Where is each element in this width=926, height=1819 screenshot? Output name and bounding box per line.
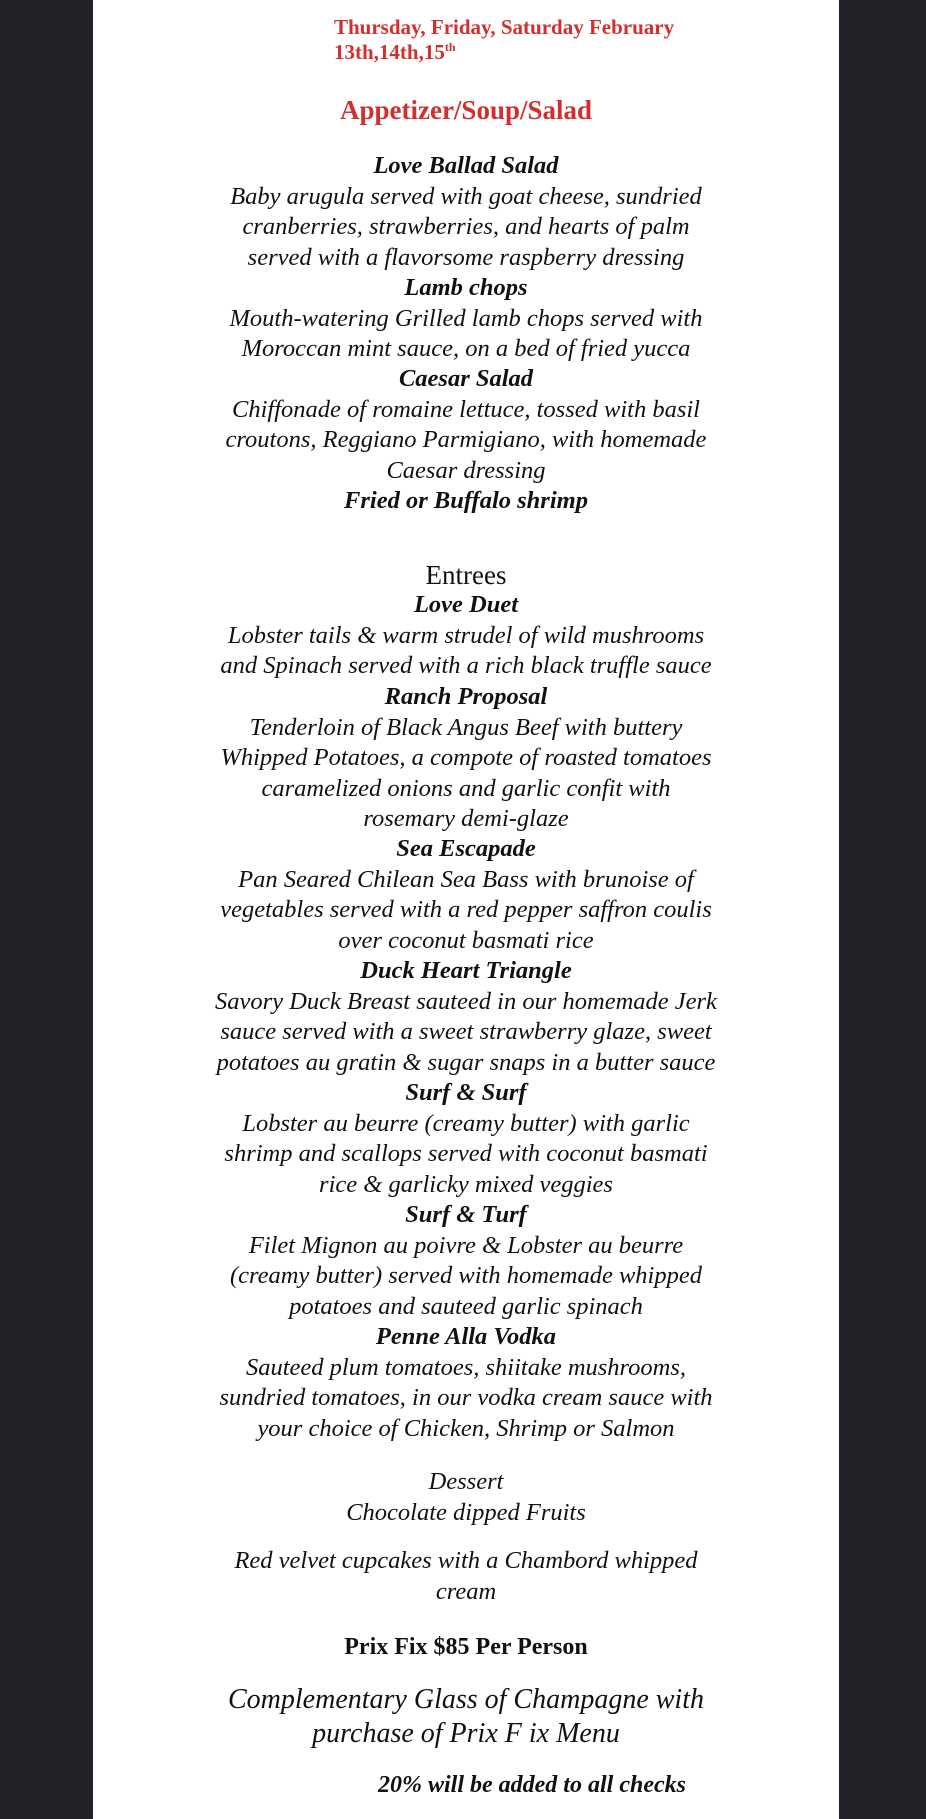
entree-item-name: Sea Escapade: [396, 835, 536, 862]
appetizer-item-desc-line: Chiffonade of romaine lettuce, tossed with basil: [232, 395, 700, 423]
appetizer-item: [93, 151, 839, 273]
entree-item: [93, 834, 839, 956]
entree-item-desc-line: potatoes au gratin & sugar snaps in a butter sauce: [216, 1048, 716, 1076]
appetizer-item-desc-line: Caesar dressing: [386, 456, 546, 484]
event-dates-suffix: th: [444, 40, 456, 54]
entree-item-desc-line: Lobster tails & warm strudel of wild mushrooms: [227, 621, 705, 649]
entree-item-desc-line: Whipped Potatoes, a compote of roasted tomatoes: [220, 744, 712, 771]
menu-page: [93, 0, 839, 1819]
entree-item: [93, 1322, 839, 1444]
event-dates-days: 13th,14th,15: [334, 40, 445, 64]
event-dates: [334, 15, 794, 65]
entree-item-name: Surf & Turf: [405, 1201, 527, 1228]
entree-item-desc-line: rice & garlicky mixed veggies: [319, 1170, 613, 1198]
entree-item: [93, 590, 839, 682]
entree-item-desc-line: and Spinach served with a rich black truffle sauce: [220, 652, 712, 679]
entree-item-desc-line: over coconut basmati rice: [338, 926, 594, 954]
appetizer-item-name: Love Ballad Salad: [373, 152, 559, 179]
entree-item-desc-line: Tenderloin of Black Angus Beef with buttery: [249, 713, 683, 741]
entree-item-desc-line: shrimp and scallops served with coconut basmati: [224, 1140, 708, 1167]
entree-item: [93, 682, 839, 835]
entree-item-desc-line: potatoes and sauteed garlic spinach: [289, 1292, 643, 1320]
appetizer-item-desc-line: served with a flavorsome raspberry dressing: [247, 243, 685, 271]
appetizer-item-desc-line: croutons, Reggiano Parmigiano, with homemade: [225, 426, 707, 453]
appetizer-section-title: Appetizer/Soup/Salad: [339, 95, 593, 125]
appetizer-item: [93, 364, 839, 486]
entree-item-desc-line: rosemary demi-glaze: [363, 805, 569, 832]
entree-item-desc-line: your choice of Chicken, Shrimp or Salmon: [257, 1414, 675, 1442]
dessert-item-cupcakes: [93, 1546, 839, 1607]
champagne-offer-line: purchase of Prix F ix Menu: [312, 1718, 620, 1749]
entree-item-desc-line: Savory Duck Breast sauteed in our homemade Jerk: [215, 987, 717, 1015]
appetizer-item: [93, 273, 839, 365]
entree-item-desc-line: Lobster au beurre (creamy butter) with garlic: [242, 1109, 690, 1137]
entrees-section-title: Entrees: [425, 560, 507, 590]
dessert-item-cupcakes-line: cream: [435, 1577, 497, 1605]
entree-item-desc-line: sundried tomatoes, in our vodka cream sauce with: [219, 1384, 713, 1411]
entree-item: [93, 956, 839, 1078]
prix-fixe-price: Prix Fix $85 Per Person: [344, 1634, 588, 1660]
champagne-offer-line: Complementary Glass of Champagne with: [228, 1684, 704, 1715]
event-dates-line2: [334, 40, 794, 65]
event-dates-line1: Thursday, Friday, Saturday February: [334, 15, 675, 39]
champagne-offer: [93, 1683, 839, 1751]
appetizer-item-desc-line: Mouth-watering Grilled lamb chops served with: [229, 304, 703, 332]
entree-item-desc-line: Filet Mignon au poivre & Lobster au beurre: [248, 1231, 684, 1259]
appetizer-item: [93, 486, 839, 517]
entree-item-desc-line: (creamy butter) served with homemade whipped: [230, 1262, 702, 1289]
appetizer-item-desc-line: cranberries, strawberries, and hearts of palm: [242, 213, 690, 240]
dessert-item-fruits: Chocolate dipped Fruits: [346, 1498, 586, 1526]
entree-item-name: Duck Heart Triangle: [360, 957, 572, 984]
entree-item-name: Penne Alla Vodka: [375, 1323, 557, 1350]
dessert-title: Dessert: [428, 1468, 504, 1495]
entree-item-desc-line: caramelized onions and garlic confit with: [261, 774, 671, 802]
appetizer-item-desc-line: Moroccan mint sauce, on a bed of fried yucca: [241, 335, 691, 362]
appetizer-item-desc-line: Baby arugula served with goat cheese, sundried: [230, 182, 702, 210]
entree-item-desc-line: Pan Seared Chilean Sea Bass with brunoise of: [238, 865, 694, 893]
entree-item-name: Surf & Surf: [405, 1079, 527, 1106]
entree-item-desc-line: Sauteed plum tomatoes, shiitake mushrooms,: [245, 1353, 687, 1381]
entree-item-desc-line: sauce served with a sweet strawberry glaze, sweet: [220, 1018, 712, 1045]
entree-item-desc-line: vegetables served with a red pepper saffron coulis: [220, 896, 712, 923]
entree-item-name: Ranch Proposal: [384, 683, 548, 710]
dessert-section: [93, 1467, 839, 1528]
appetizer-item-name: Lamb chops: [404, 274, 528, 301]
appetizer-item-name: Caesar Salad: [398, 365, 534, 392]
gratuity-note: 20% will be added to all checks: [378, 1772, 686, 1798]
appetizer-item-name: Fried or Buffalo shrimp: [344, 487, 588, 514]
entree-item: [93, 1078, 839, 1200]
entree-item: [93, 1200, 839, 1322]
dessert-item-cupcakes-line: Red velvet cupcakes with a Chambord whipped: [234, 1547, 698, 1574]
entree-item-name: Love Duet: [413, 591, 519, 618]
